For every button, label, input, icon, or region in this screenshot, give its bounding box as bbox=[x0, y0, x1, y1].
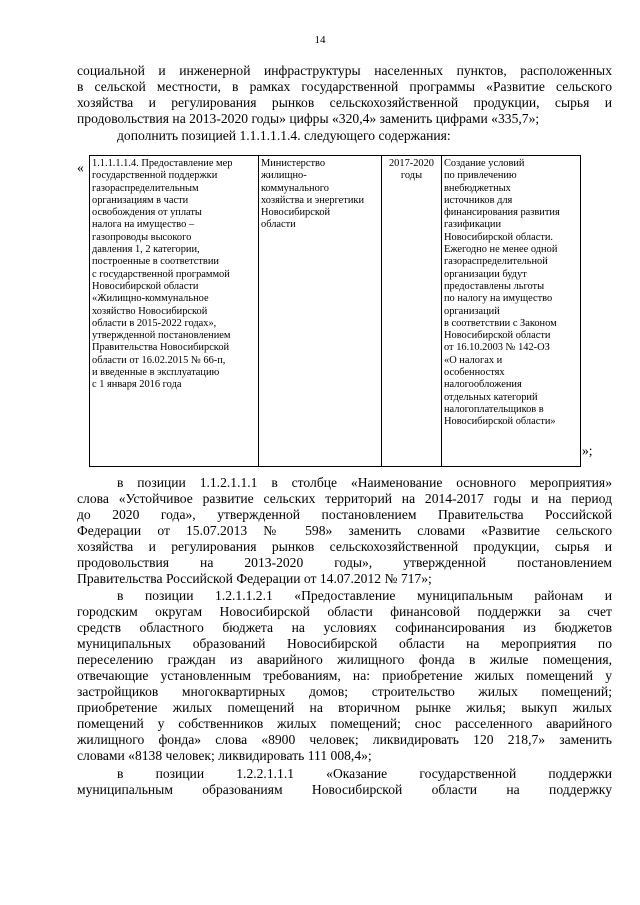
cell-text: «Жилищно-коммунальное bbox=[92, 293, 209, 305]
cell-text: 2017-2020 bbox=[388, 158, 435, 169]
cell-text: утвержденной постановлением bbox=[92, 330, 231, 342]
cell-text: 1.1.1.1.1.4. Предоставление мер bbox=[92, 158, 233, 169]
text-line: муниципальным образованиям Новосибирской области на поддержку bbox=[77, 782, 612, 797]
cell-text: области bbox=[261, 219, 296, 231]
cell-text: коммунального bbox=[261, 182, 330, 194]
cell-text: Создание условий bbox=[444, 158, 525, 169]
cell-text: отдельных категорий bbox=[444, 391, 538, 403]
cell-text: предоставлены льготы bbox=[444, 280, 545, 292]
text-line: слова «Устойчивое развитие сельских территорий на 2014-2017 годы и на период bbox=[77, 491, 612, 506]
text-line: продовольствия на 2013-2020 годы» цифры «320,4» заменить цифрами «335,7»; bbox=[77, 111, 540, 126]
paragraph-position-1-2-2 bbox=[77, 766, 612, 798]
text-line: в позиции 1.2.1.1.2.1 «Предоставление муниципальным районам и bbox=[117, 588, 612, 603]
cell-text: с государственной программой bbox=[92, 268, 230, 280]
text-line: жилищного фонда» слова «8900 человек; ликвидировать 120 218,7» заменить bbox=[77, 732, 612, 747]
cell-text: организации будут bbox=[444, 268, 527, 280]
text-line: словами «8138 человек; ликвидировать 111 008,4»; bbox=[77, 748, 372, 763]
page-number: 14 bbox=[314, 34, 326, 46]
text-line: приобретение жилых помещений на вторичном рынке жилья; выкуп жилых bbox=[77, 700, 612, 715]
opening-quote: « bbox=[77, 160, 84, 175]
text-line: муниципальных образований Новосибирской области на мероприятия по bbox=[77, 636, 612, 651]
cell-text: Новосибирской области bbox=[444, 330, 551, 342]
cell-text: налогообложения bbox=[444, 379, 522, 391]
cell-text: области в 2015-2022 годах», bbox=[92, 317, 217, 329]
cell-text: газопроводы высокого bbox=[92, 231, 192, 243]
cell-text: налогоплательщиков в bbox=[444, 403, 544, 415]
text-line: Правительства Российской Федерации от 14.07.2012 № 717»; bbox=[77, 571, 432, 586]
cell-text: хозяйства и энергетики bbox=[261, 194, 365, 206]
cell-text: давления 1, 2 категории, bbox=[92, 244, 200, 256]
cell-text: газораспределительным bbox=[92, 182, 199, 194]
cell-text: Новосибирской области» bbox=[444, 416, 556, 428]
cell-text: источников для bbox=[444, 194, 513, 206]
cell-text: государственной поддержки bbox=[92, 170, 218, 182]
cell-text: Правительства Новосибирской bbox=[92, 342, 230, 354]
cell-text: по налогу на имущество bbox=[444, 293, 553, 305]
cell-text: жилищно- bbox=[261, 170, 307, 182]
cell-text: по привлечению bbox=[444, 170, 517, 182]
text-line: в позиции 1.2.2.1.1.1 «Оказание государственной поддержки bbox=[117, 766, 612, 781]
cell-text: от 16.10.2003 № 142-ОЗ bbox=[444, 342, 550, 354]
cell-text: и введенные в эксплуатацию bbox=[92, 367, 220, 379]
text-line: продовольствия на 2013-2020 годы», утвержденной постановлением bbox=[77, 555, 612, 570]
text-line: застройщиков многоквартирных домов; строительство жилых помещений; bbox=[77, 684, 612, 699]
cell-text: Новосибирской области bbox=[92, 280, 199, 292]
text-line: дополнить позицией 1.1.1.1.1.4. следующего содержания: bbox=[117, 128, 451, 143]
intro-paragraph bbox=[77, 63, 612, 127]
text-line: Федерации от 15.07.2013 № 598» заменить словами «Развитие сельского bbox=[77, 523, 612, 538]
cell-text: газораспределительной bbox=[444, 256, 548, 268]
cell-text: годы bbox=[400, 170, 423, 182]
cell-expected-result bbox=[442, 156, 581, 467]
text-line: до 2020 года», утвержденной постановлением Правительства Российской bbox=[77, 507, 612, 522]
text-line: в позиции 1.1.2.1.1.1 в столбце «Наименование основного мероприятия» bbox=[117, 475, 612, 490]
cell-text: Ежегодно не менее одной bbox=[444, 244, 558, 256]
text-line: городским округам Новосибирской области финансовой поддержки за счет bbox=[77, 604, 612, 619]
text-line: хозяйства и регулирования рынков сельскохозяйственной продукции, сырья и bbox=[77, 95, 612, 110]
cell-text: Министерство bbox=[261, 158, 326, 169]
paragraph-position-1-2-1 bbox=[77, 588, 612, 764]
closing-quote: »; bbox=[582, 443, 593, 458]
cell-text: освобождения от уплаты bbox=[92, 207, 202, 219]
add-position-paragraph bbox=[77, 128, 612, 144]
table-row bbox=[90, 156, 581, 467]
cell-text: особенностях bbox=[444, 367, 505, 379]
cell-text: с 1 января 2016 года bbox=[92, 379, 182, 391]
cell-text: «О налогах и bbox=[444, 354, 503, 366]
cell-text: области от 16.02.2015 № 66-п, bbox=[92, 354, 226, 366]
cell-text: хозяйство Новосибирской bbox=[92, 305, 208, 317]
text-line: хозяйства и регулирования рынков сельскохозяйственной продукции, сырья и bbox=[77, 539, 612, 554]
text-line: средств областного бюджета на условиях софинансирования из бюджетов bbox=[77, 620, 612, 635]
text-line: помещений у собственников жилых помещений; снос расселенного аварийного bbox=[77, 716, 612, 731]
position-table bbox=[89, 155, 581, 467]
cell-text: Новосибирской области. bbox=[444, 231, 554, 243]
text-line: социальной и инженерной инфраструктуры населенных пунктов, расположенных bbox=[77, 63, 612, 78]
cell-measure-name bbox=[90, 156, 259, 467]
cell-text: финансирования развития bbox=[444, 207, 560, 219]
cell-text: организаций bbox=[444, 305, 500, 317]
cell-text: построенные в соответствии bbox=[92, 256, 219, 268]
cell-responsible bbox=[259, 156, 382, 467]
text-line: отвечающие установленным требованиям, на: приобретение жилых помещений у bbox=[77, 668, 612, 683]
text-line: переселению граждан из аварийного жилищного фонда в жилые помещения, bbox=[77, 652, 612, 667]
paragraph-position-1-1-2 bbox=[77, 475, 612, 587]
cell-text: Новосибирской bbox=[261, 207, 331, 219]
cell-text: налога на имущество – bbox=[92, 219, 195, 231]
cell-text: внебюджетных bbox=[444, 182, 511, 194]
cell-period bbox=[382, 156, 442, 467]
text-line: в сельской местности, в рамках государственной программы «Развитие сельского bbox=[77, 79, 612, 94]
cell-text: организациям в части bbox=[92, 194, 189, 206]
cell-text: в соответствии с Законом bbox=[444, 317, 557, 329]
cell-text: газификации bbox=[444, 219, 502, 231]
